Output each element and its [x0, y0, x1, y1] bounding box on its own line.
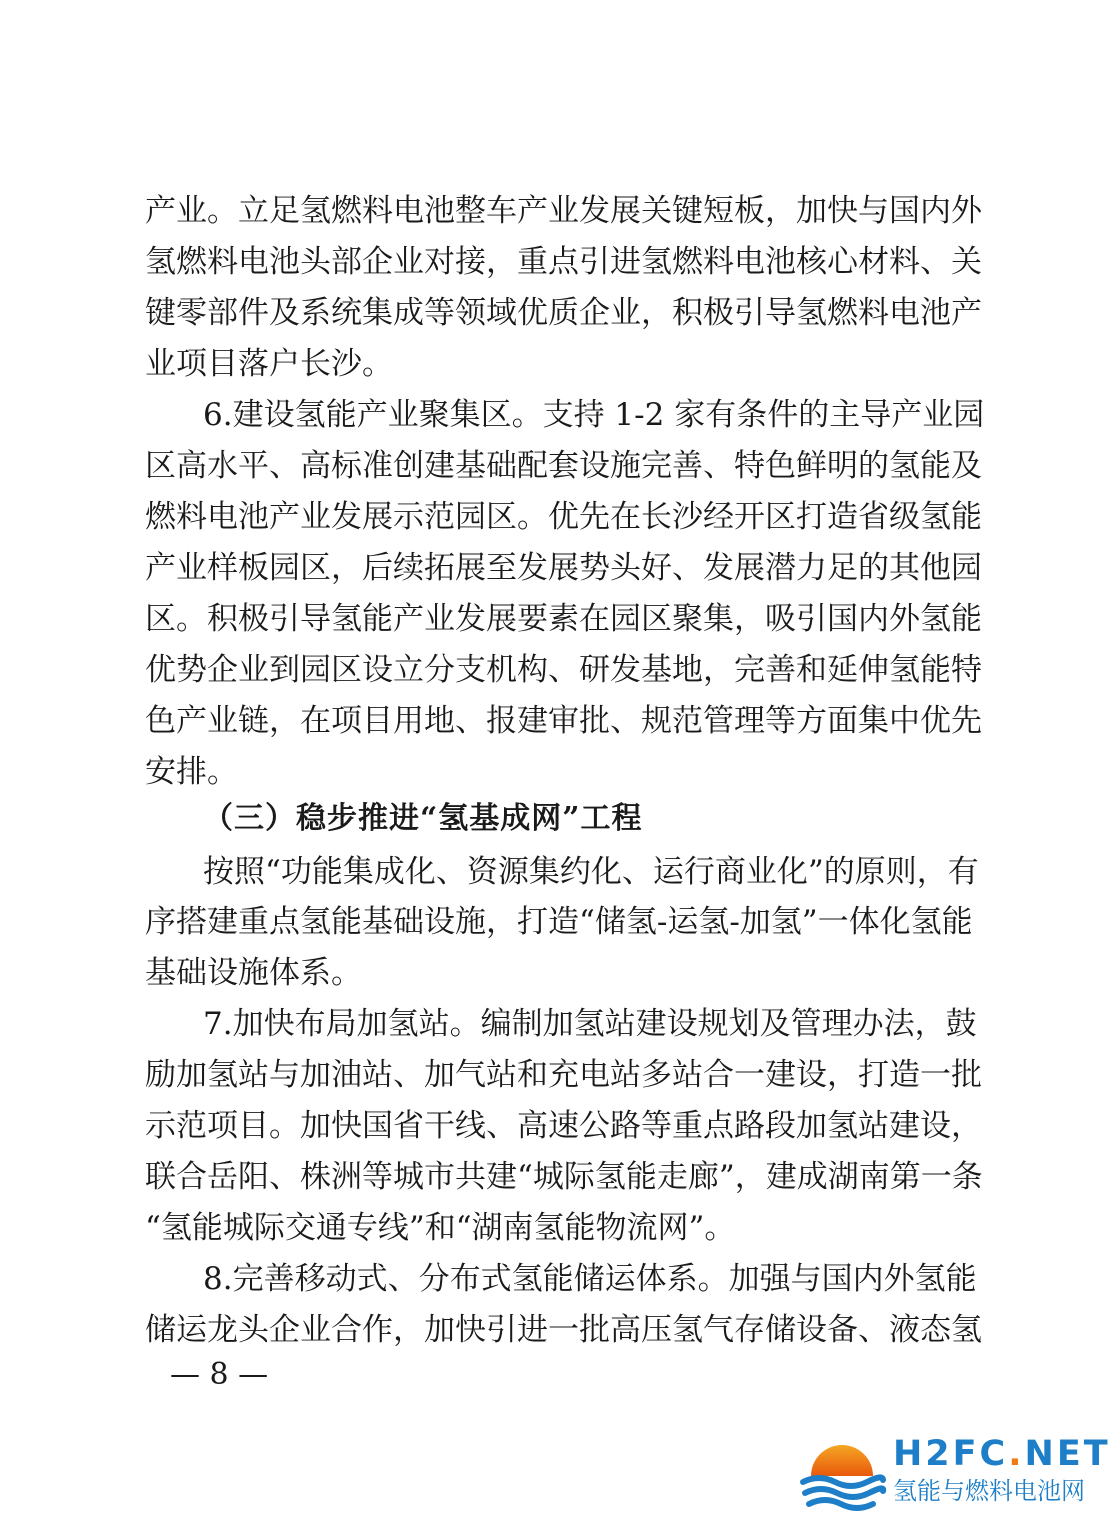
- text-line: 区。积极引导氢能产业发展要素在园区聚集，吸引国内外氢能: [145, 601, 982, 637]
- h2fc-logo-icon: [797, 1432, 887, 1512]
- watermark: [797, 1432, 1111, 1512]
- section-heading: （三）稳步推进“氢基成网”工程: [203, 801, 643, 836]
- text-line: 按照“功能集成化、资源集约化、运行商业化”的原则，有: [203, 854, 979, 890]
- text-line: 6.建设氢能产业聚集区。支持 1-2 家有条件的主导产业园: [203, 397, 985, 433]
- text-line: 安排。: [145, 754, 238, 790]
- text-line: 燃料电池产业发展示范园区。优先在长沙经开区打造省级氢能: [145, 499, 982, 535]
- text-line: 业项目落户长沙。: [145, 346, 393, 382]
- text-line: 产业样板园区，后续拓展至发展势头好、发展潜力足的其他园: [145, 550, 982, 586]
- text-line: 区高水平、高标准创建基础配套设施完善、特色鲜明的氢能及: [145, 448, 982, 484]
- text-line: 8.完善移动式、分布式氢能储运体系。加强与国内外氢能: [203, 1261, 977, 1297]
- text-line: 色产业链，在项目用地、报建审批、规范管理等方面集中优先: [145, 703, 982, 739]
- text-line: 示范项目。加快国省干线、高速公路等重点路段加氢站建设，: [145, 1108, 982, 1144]
- text-line: 励加氢站与加油站、加气站和充电站多站合一建设，打造一批: [145, 1057, 982, 1093]
- text-line: 氢燃料电池头部企业对接，重点引进氢燃料电池核心材料、关: [145, 244, 982, 280]
- watermark-brand: H2FC.NET: [893, 1434, 1111, 1474]
- text-line: 序搭建重点氢能基础设施，打造“储氢-运氢-加氢”一体化氢能: [145, 904, 973, 940]
- text-line: 联合岳阳、株洲等城市共建“城际氢能走廊”，建成湖南第一条: [145, 1159, 983, 1195]
- text-line: 键零部件及系统集成等领域优质企业，积极引导氢燃料电池产: [145, 295, 982, 331]
- text-line: “氢能城际交通专线”和“湖南氢能物流网”。: [145, 1210, 736, 1246]
- page-number: — 8 —: [170, 1357, 269, 1392]
- text-line: 7.加快布局加氢站。编制加氢站建设规划及管理办法，鼓: [203, 1006, 977, 1042]
- text-line: 产业。立足氢燃料电池整车产业发展关键短板，加快与国内外: [145, 193, 982, 229]
- watermark-subtitle: 氢能与燃料电池网: [893, 1477, 1085, 1505]
- text-line: 优势企业到园区设立分支机构、研发基地，完善和延伸氢能特: [145, 652, 982, 688]
- text-line: 基础设施体系。: [145, 955, 362, 991]
- text-line: 储运龙头企业合作，加快引进一批高压氢气存储设备、液态氢: [145, 1312, 982, 1348]
